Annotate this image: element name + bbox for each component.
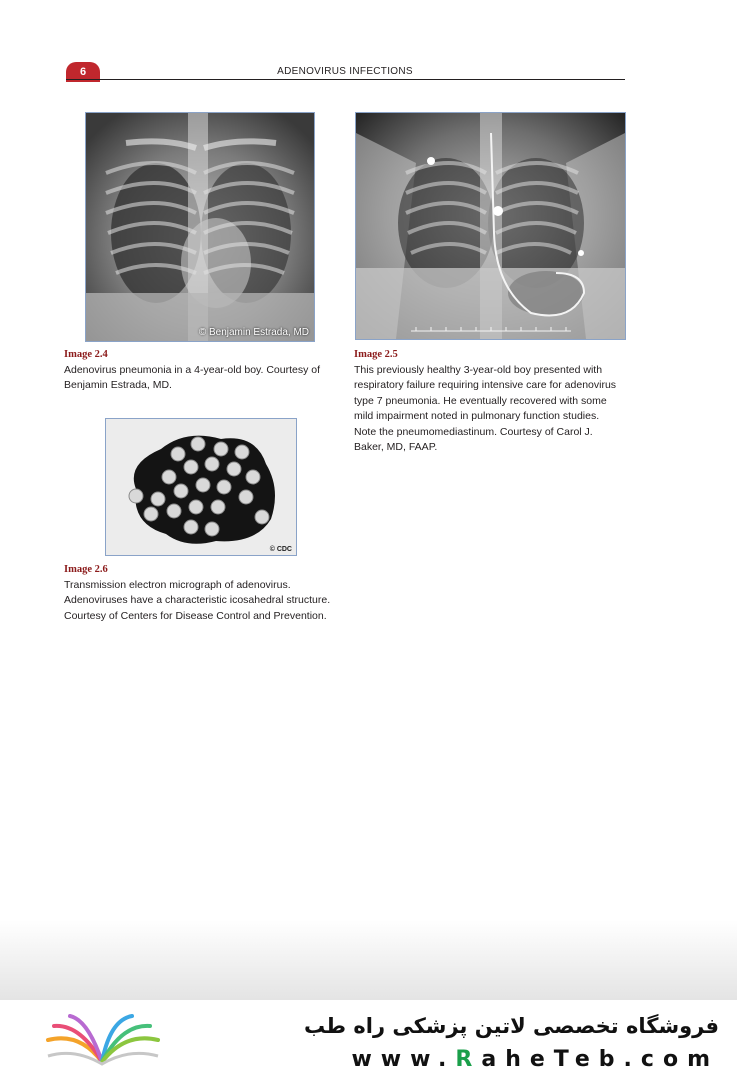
figure-caption-text: This previously healthy 3-year-old boy presented with respiratory failure requiring intensive care for adenovirus type 7 pneumonia. He eventually recovered with some mild impairment noted in pulmonary function studies. Note the pneumomediastinum. Courtesy of Carol J. Baker, MD, FAAP.	[354, 363, 617, 453]
micrograph-image-2-6	[105, 418, 297, 556]
figure-label: Image 2.5	[354, 349, 398, 360]
figure-caption-text: Adenovirus pneumonia in a 4-year-old boy. Courtesy of Benjamin Estrada, MD.	[64, 363, 321, 391]
xray-image-2-5	[355, 112, 626, 340]
figure-caption-text: Transmission electron micrograph of adenovirus. Adenoviruses have a characteristic icosahedral structure. Courtesy of Centers for Disease Control and Prevention.	[64, 578, 331, 622]
page-number: 6	[66, 62, 100, 82]
store-url[interactable]	[351, 1047, 719, 1072]
image-credit: © Benjamin Estrada, MD	[198, 327, 309, 338]
image-credit: © CDC	[269, 546, 292, 553]
store-name: فروشگاه تخصصی لاتین پزشکی راه طب	[304, 1014, 719, 1038]
xray-image-2-4	[85, 112, 315, 342]
header-rule	[66, 79, 625, 80]
caption-image-2-5	[354, 347, 619, 456]
figure-label: Image 2.6	[64, 564, 108, 575]
url-highlight-letter: R	[455, 1047, 482, 1072]
running-title: ADENOVIRUS INFECTIONS	[277, 66, 413, 77]
book-logo-icon	[40, 1012, 165, 1077]
caption-image-2-4	[64, 347, 334, 394]
figure-label: Image 2.4	[64, 349, 108, 360]
url-suffix: aheTeb.com	[481, 1047, 719, 1072]
footer-fade	[0, 920, 737, 1000]
url-prefix: www.	[351, 1047, 456, 1072]
caption-image-2-6	[64, 562, 344, 624]
